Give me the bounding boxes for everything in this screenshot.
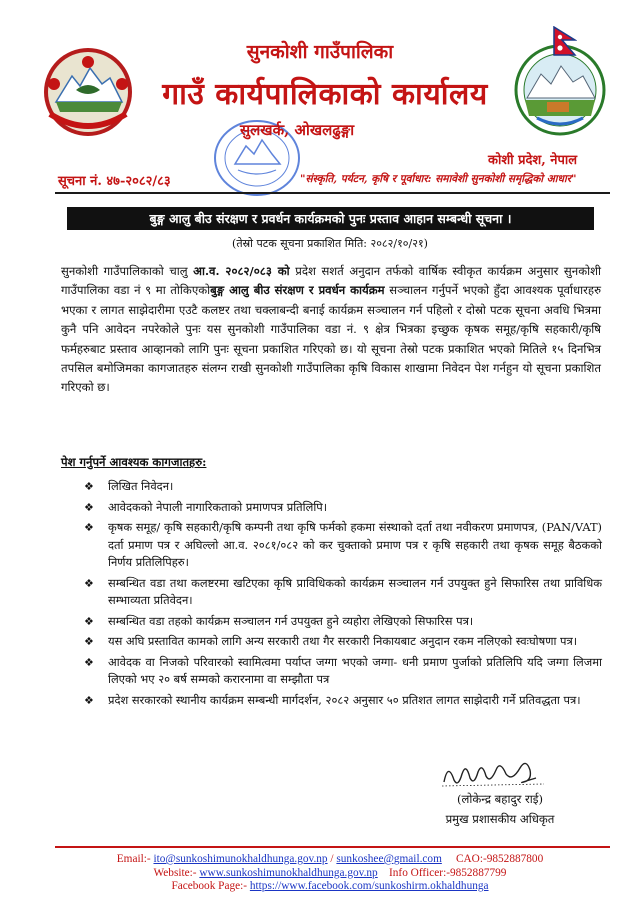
list-item-text: सम्बन्धित वडा तहको कार्यक्रम सञ्चालन गर्न उपयुक्त हुने व्यहोरा लेखिएको सिफारिस पत्र। [108,613,474,628]
signatory-name: (लोकेन्द्र बहादुर राई) [456,792,544,806]
bullet-icon: ❖ [84,655,94,669]
website-link[interactable]: www.sunkoshimunokhaldhunga.gov.np [199,866,378,879]
notice-body [61,262,601,398]
office-name: गाउँ कार्यपालिकाको कार्यालय [162,77,488,112]
info-officer-phone: Info Officer:-9852887799 [377,866,507,879]
list-item-text: सम्बन्धित वडा तथा कलष्टरमा खटिएका कृषि प्राविधिकको कार्यक्रम सञ्चालन गर्न उपयुक्त हुने सिफारिस तथा प्राविधिक सम्भाव्यता प्रतिवेदन। [108,575,602,607]
signatory-title: प्रमुख प्रशासकीय अधिकृत [445,812,555,826]
bullet-icon: ❖ [84,635,94,648]
requirements-heading: पेश गर्नुपर्ने आवश्यक कागजातहरु: [61,455,207,469]
list-item [84,654,602,689]
body-text-3: सञ्चालन गर्नुपर्ने भएको हुँदा आवश्यक पूर्वाधारहरु भएका र लागत साझेदारीमा एउटै कलष्टर तथा चक्लाबन्दी बनाई कार्यक्रम सञ्चालन गर्न पहिलो र दोस्रो पटक सूचना अवधि भित्रमा कुनै पनि आवेदन नपरेकोले पुनः यस सुनकोशी गाउँपालिका वडा नं. ९ क्षेत्र भित्रका इच्छुक कृषक समूह/कृषि सहकारी/कृषि फर्महरुबाट प्रस्ताव आव्हानको लागि पुनः सूचना प्रकाशित गरिएको छ। यो सूचना तेस्रो पटक प्रकाशित भएको मितिले १५ दिनभित्र तपसिल बमोजिमका कागजातहरु संलग्न राखी सुनकोशी गाउँपालिका कृषि विकास शाखामा निवेदन पेश गर्नहुन यो सूचना प्रकाशित गरिएको छ। [61,283,601,395]
notice-number: सूचना नं. ४७-२०८२/८३ [58,174,171,189]
list-item [84,575,602,610]
list-item [84,499,602,517]
bullet-icon: ❖ [84,614,94,628]
notice-title: बुङ्ग आलु बीउ संरक्षण र प्रवर्धन कार्यक्रमको पुनः प्रस्ताव आहान सम्बन्धी सूचना । [67,207,594,230]
footer-divider [55,846,610,848]
footer [40,853,620,894]
body-text-2: प्रदेश सशर्त अनुदान तर्फको वार्षिक स्वीकृत कार्यक्रम अनुसार सुनकोशी गाउँपालिका वडा नं ९ मा तोकिएको [61,264,601,298]
footer-facebook-line [40,880,620,894]
email-link-2[interactable]: sunkoshee@gmail.com [336,853,442,865]
list-item-text: कृषक समूह/ कृषि सहकारी/कृषि कम्पनी तथा कृषि फर्मको हकमा संस्थाको दर्ता तथा नवीकरण प्रमाणपत्र, (PAN/VAT) दर्ता प्रमाण पत्र र अघिल्लो आ.व. २०८१/०८२ को कर चुक्ताको प्रमाण पत्र र कृषि सहकारी तथा कृषक समूह बैठकको निर्णय प्रतिलिपिहरु। [108,520,602,569]
list-item [84,519,602,572]
footer-website-line [40,867,620,881]
list-item [84,613,602,631]
list-item-text: यस अघि प्रस्तावित कामको लागि अन्य सरकारी तथा गैर सरकारी निकायबाट अनुदान रकम नलिएको स्वःघोषणा पत्र। [108,634,578,648]
bullet-icon: ❖ [84,521,94,534]
list-item-text: लिखित निवेदन। [108,479,174,493]
bullet-icon: ❖ [84,693,94,707]
email-link-1[interactable]: ito@sunkoshimunokhaldhunga.gov.np [153,853,328,865]
email-separator: / [327,853,337,865]
list-item [84,692,602,710]
email-label: Email:- [116,853,154,865]
list-item [84,633,602,651]
program-name: बुङ्ग आलु बीउ संरक्षण र प्रवर्धन कार्यक्रम [210,283,385,298]
bullet-icon: ❖ [84,500,94,514]
requirements-list [84,478,602,712]
list-item-text: आवेदकको नेपाली नागारिकताको प्रमाणपत्र प्रतिलिपि। [108,499,328,514]
fiscal-year: आ.व. २०८२/०८३ को [193,264,290,278]
website-label: Website:- [153,866,200,879]
list-item [84,478,602,496]
footer-email-line [40,853,620,867]
cao-phone: CAO:-9852887800 [441,853,544,865]
signature-icon [440,752,550,790]
list-item-text: प्रदेश सरकारको स्थानीय कार्यक्रम सम्बन्धी मार्गदर्शन, २०८२ अनुसार ५० प्रतिशत लागत साझेदारी गर्ने प्रतिवद्धता पत्र। [108,692,581,707]
republished-date: (तेस्रो पटक सूचना प्रकाशित मिति: २०८२/१०/२१) [232,237,428,250]
nepal-flag-icon [553,26,577,56]
facebook-link[interactable]: https://www.facebook.com/sunkoshirm.okhaldhunga [249,880,489,893]
municipality-name: सुनकोशी गाउँपालिका [246,41,394,63]
bullet-icon: ❖ [84,576,94,590]
office-address: सुलखर्क, ओखलढुङ्गा [240,121,355,139]
facebook-label: Facebook Page:- [171,880,250,893]
header-divider [55,192,610,194]
province-label: कोशी प्रदेश, नेपाल [488,153,578,168]
slogan: "संस्कृति, पर्यटन, कृषि र पूर्वाधार: समावेशी सुनकोशी समृद्धिको आधार" [300,173,577,185]
body-text-1: सुनकोशी गाउँपालिकाको चालु [61,264,194,278]
list-item-text: आवेदक वा निजको परिवारको स्वामित्वमा पर्याप्त जग्गा भएको जग्गा- धनी प्रमाण पुर्जाको प्रतिलिपि यदि जग्गा लिजमा लिएको भए २० बर्ष सम्मको करारनामा वा सम्झौता पत्र [108,654,602,686]
bullet-icon: ❖ [84,480,94,493]
